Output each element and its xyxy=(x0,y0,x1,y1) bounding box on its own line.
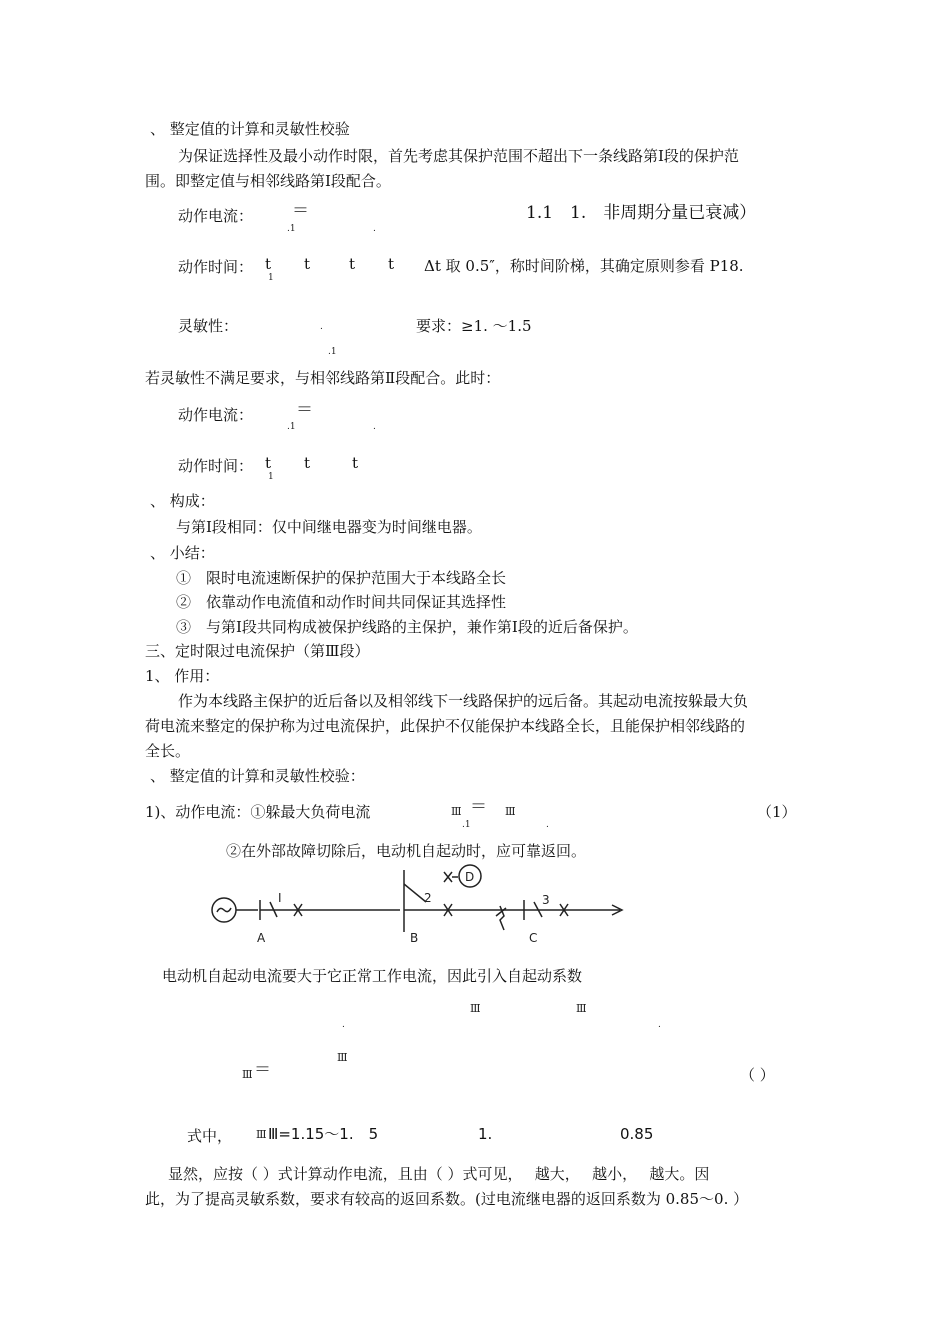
dot-mark: . xyxy=(373,224,376,234)
dot-mark: . xyxy=(546,820,549,830)
roman-subscript: Ⅲ xyxy=(256,1128,267,1141)
where-kk: Ⅲ=1.15～1. 5 xyxy=(268,1125,379,1143)
breaker-label: 2 xyxy=(424,891,432,905)
current-note: 1.1 1. 非周期分量已衰减） xyxy=(526,203,757,223)
equals-sign: ＝ xyxy=(296,400,313,420)
section-heading: 、 构成： xyxy=(150,492,215,510)
motor-label: D xyxy=(465,870,475,884)
paragraph-line: 若灵敏性不满足要求，与相邻线路第Ⅱ段配合。此时： xyxy=(145,369,501,387)
breaker-label: 3 xyxy=(542,893,550,907)
op-current-line: 1)、动作电流：①躲最大负荷电流 xyxy=(145,803,371,821)
paragraph-line: 作为本线路主保护的近后备以及相邻线下一线路保护的远后备。其起动电流按躲最大负 xyxy=(178,692,749,710)
circuit-diagram xyxy=(200,862,640,952)
roman-superscript: Ⅲ xyxy=(505,805,516,818)
where-value: 1. xyxy=(478,1125,493,1143)
paragraph-line: 围。即整定值与相邻线路第Ⅰ段配合。 xyxy=(145,172,391,190)
roman-superscript: Ⅲ xyxy=(470,1002,481,1015)
bus-label: A xyxy=(257,931,266,945)
time-label: 动作时间： xyxy=(178,258,254,276)
paragraph-line: 此，为了提高灵敏系数，要求有较高的返回系数。(过电流继电器的返回系数为 0.85～0. ） xyxy=(145,1190,749,1208)
section-heading: 、 整定值的计算和灵敏性校验： xyxy=(150,767,365,785)
dot-mark: . xyxy=(658,1020,661,1030)
subscript: .1 xyxy=(462,820,471,830)
roman-superscript: Ⅲ xyxy=(451,805,462,818)
section-heading: 、 小结： xyxy=(150,544,215,562)
subscript: 1 xyxy=(268,472,274,482)
paragraph-line: 电动机自起动电流要大于它正常工作电流，因此引入自起动系数 xyxy=(162,967,583,985)
sensitivity-requirement: 要求：≥1. ～1.5 xyxy=(416,317,532,335)
where-value: 0.85 xyxy=(620,1125,654,1143)
dot-mark: . xyxy=(373,422,376,432)
equals-sign: ＝ xyxy=(254,1060,271,1080)
current-label: 动作电流： xyxy=(178,207,254,225)
subscript: 1 xyxy=(268,273,274,283)
list-item: ① 限时电流速断保护的保护范围大于本线路全长 xyxy=(176,569,507,587)
sensitivity-label: 灵敏性： xyxy=(178,317,239,335)
subscript: .1 xyxy=(287,422,296,432)
equation-number: （ ） xyxy=(740,1066,775,1084)
equation-number: （1） xyxy=(757,803,797,821)
bus-label: B xyxy=(410,931,419,945)
roman-superscript: Ⅲ xyxy=(576,1002,587,1015)
time-symbol: t xyxy=(349,255,356,273)
paragraph-line: 全长。 xyxy=(145,742,191,760)
condition-line: ②在外部故障切除后，电动机自起动时，应可靠返回。 xyxy=(226,842,587,860)
list-item: ③ 与第Ⅰ段共同构成被保护线路的主保护，兼作第Ⅰ段的近后备保护。 xyxy=(176,618,638,636)
subscript: .1 xyxy=(328,347,337,357)
breaker-label: I xyxy=(278,891,282,905)
time-symbol: t xyxy=(265,255,272,273)
bus-label: C xyxy=(529,931,538,945)
time-symbol: t xyxy=(304,255,311,273)
part-heading: 三、定时限过电流保护（第Ⅲ段） xyxy=(145,642,370,660)
time-symbol: t xyxy=(265,454,272,472)
time-label: 动作时间： xyxy=(178,457,254,475)
where-label: 式中， xyxy=(187,1127,233,1145)
roman-subscript: Ⅲ xyxy=(242,1068,253,1081)
paragraph-line: 荷电流来整定的保护称为过电流保护，此保护不仅能保护本线路全长，且能保护相邻线路的 xyxy=(145,717,746,735)
dot-mark: . xyxy=(320,322,323,332)
time-symbol: t xyxy=(304,454,311,472)
paragraph-line: 显然，应按（ ）式计算动作电流，且由（ ）式可见， 越大， 越小， 越大。因 xyxy=(168,1165,710,1183)
time-symbol: t xyxy=(352,454,359,472)
subscript: .1 xyxy=(287,224,296,234)
section-heading: 1、 作用： xyxy=(145,667,220,685)
time-symbol: t xyxy=(388,255,395,273)
time-note: Δt 取 0.5″，称时间阶梯，其确定原则参看 P18. xyxy=(424,257,744,275)
list-item: ② 依靠动作电流值和动作时间共同保证其选择性 xyxy=(176,593,507,611)
roman-superscript: Ⅲ xyxy=(337,1051,348,1064)
paragraph-line: 与第Ⅰ段相同：仅中间继电器变为时间继电器。 xyxy=(176,518,482,536)
equals-sign: ＝ xyxy=(470,797,487,817)
section-heading: 、 整定值的计算和灵敏性校验 xyxy=(150,120,350,138)
paragraph-line: 为保证选择性及最小动作时限，首先考虑其保护范围不超出下一条线路第Ⅰ段的保护范 xyxy=(178,147,739,165)
current-label: 动作电流： xyxy=(178,406,254,424)
dot-mark: . xyxy=(342,1020,345,1030)
equals-sign: ＝ xyxy=(292,201,309,221)
